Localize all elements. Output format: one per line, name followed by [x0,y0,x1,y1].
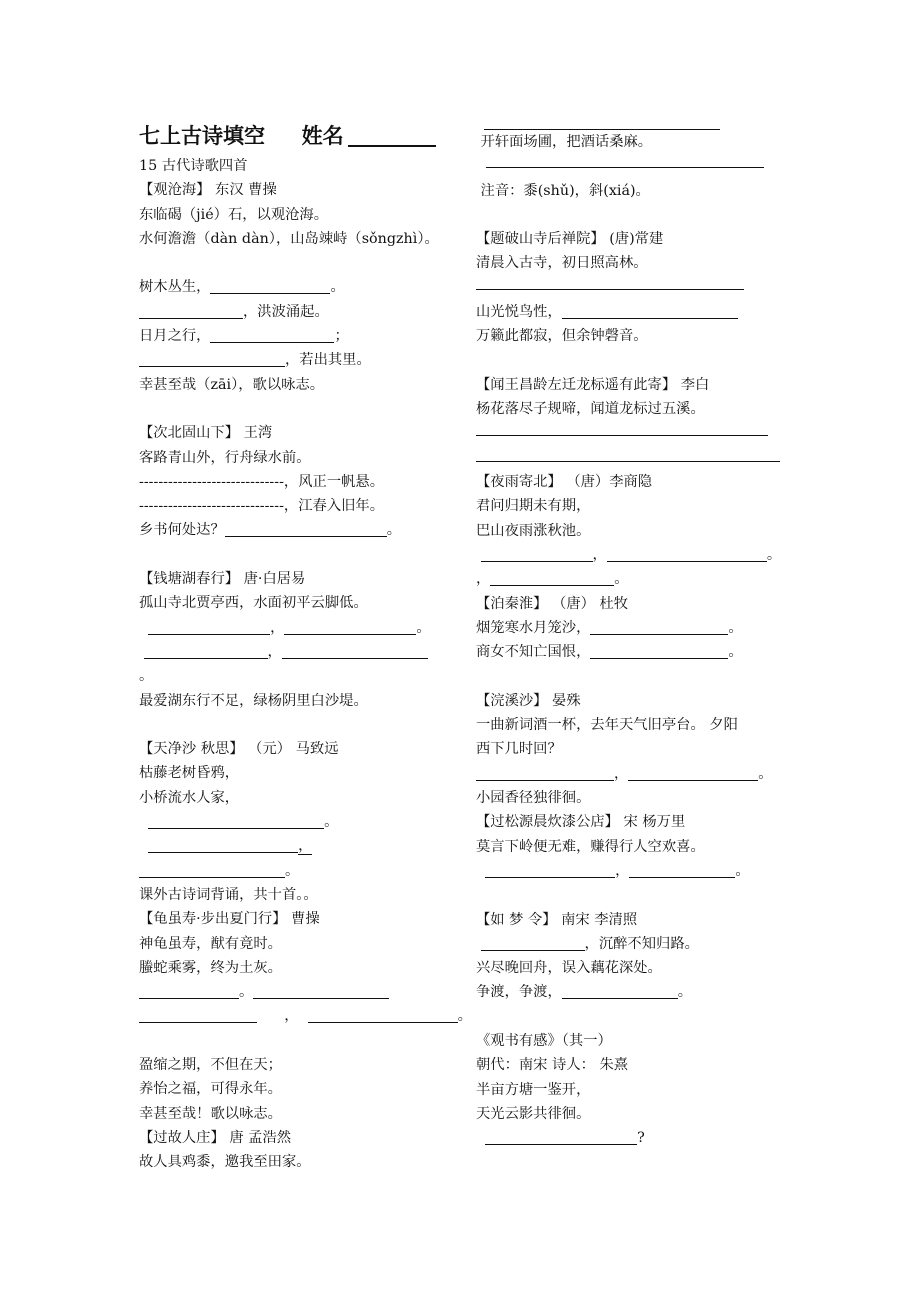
answer-blank[interactable] [628,764,758,781]
poem-line: 枯藤老树昏鸦， [139,765,240,782]
poem-title: 【如 梦 令】 南宋 李清照 [476,911,638,928]
fill-line [476,118,786,130]
poem-line: 一曲新词酒一杯，去年天气旧亭台。 夕阳 [476,717,738,734]
poem-line: 盈缩之期，不但在天； [139,1056,282,1073]
poem-line: 西下几时回？ [476,741,562,758]
fill-line: ， 。 [139,616,469,640]
fill-line: ， 。 [476,543,786,567]
poem-line: 最爱湖东行不足，绿杨阴里白沙堤。 [139,692,368,709]
answer-blank[interactable] [476,434,768,436]
fill-line: 烟笼寒水月笼沙， 。 [476,619,743,636]
fill-line: ------------------------------，江春入旧年。 [139,498,385,515]
answer-blank[interactable] [629,861,735,878]
answer-blank[interactable] [485,861,615,878]
fill-line [476,422,786,446]
fill-line: 。 [139,980,469,1004]
answer-blank[interactable] [590,642,728,659]
poem-line: 巴山夜雨涨秋池。 [476,522,591,539]
poem-title: 【观沧海】 东汉 曹操 [139,182,277,199]
title-text: 七上古诗填空 [139,124,265,148]
poem-title: 【泊秦淮】 （唐） 杜牧 [476,595,629,612]
poem-title: 【钱塘湖春行】 唐·白居易 [139,571,306,588]
answer-blank[interactable] [139,350,285,367]
fill-line: 树木丛生， 。 [139,279,345,296]
poem-line: 幸甚至哉（zāi），歌以咏志。 [139,376,325,393]
fill-line: 。 [139,668,154,685]
fill-line: ， [139,640,469,664]
fill-line: ------------------------------，风正一帆悬。 [139,473,385,490]
poem-line: 朝代：南宋 诗人： 朱熹 [476,1057,629,1074]
poem-line: 半亩方塘一鉴开， [476,1081,591,1098]
fill-line: 。 [139,810,469,834]
name-label: 姓名 [301,124,344,148]
answer-blank[interactable] [139,1006,257,1023]
poem-title: 【次北固山下】 王湾 [139,425,273,442]
fill-line: 日月之行， ； [139,328,349,345]
answer-blank[interactable] [139,302,243,319]
fill-line: ? [476,1126,786,1150]
poem-title: 《观书有感》（其一） [476,1032,612,1049]
answer-blank[interactable] [284,618,416,635]
answer-blank[interactable] [562,302,738,319]
fill-line: ， [139,834,469,858]
answer-blank[interactable] [481,934,585,951]
answer-blank[interactable] [139,982,239,999]
fill-line: ， 。 [476,762,786,786]
poem-title: 【过故人庄】 唐 孟浩然 [139,1129,292,1146]
fill-line [476,276,786,300]
fill-line: ， 。 [476,859,786,883]
answer-blank[interactable] [485,1128,637,1145]
answer-blank[interactable] [476,460,780,462]
left-column [139,118,472,1174]
fill-line: 商女不知亡国恨， 。 [476,644,743,661]
poem-line: 清晨入古寺，初日照高林。 [476,255,648,272]
fill-line: ，若出其里。 [139,348,469,372]
poem-line: 杨花落尽子规啼，闻道龙标过五溪。 [476,401,705,418]
answer-blank[interactable] [486,166,764,168]
answer-blank[interactable] [607,545,767,562]
answer-blank[interactable] [148,836,298,853]
section-heading: 15 古代诗歌四首 [139,158,248,174]
right-column [476,118,786,1150]
answer-blank[interactable] [590,618,728,635]
answer-blank[interactable] [139,861,285,878]
answer-blank[interactable] [148,618,270,635]
worksheet-title [139,118,469,154]
poem-title: 【过松源晨炊漆公店】 宋 杨万里 [476,814,686,831]
answer-blank[interactable] [210,326,334,343]
poem-line: 螣蛇乘雾，终为土灰。 [139,959,282,976]
answer-blank[interactable] [282,642,428,659]
poem-line: 莫言下岭便无难，赚得行人空欢喜。 [476,838,705,855]
poem-line: 小桥流水人家， [139,789,240,806]
poem-title: 【夜雨寄北】 （唐）李商隐 [476,474,653,491]
poem-line: 孤山寺北贾亭西，水面初平云脚低。 [139,595,368,612]
answer-blank[interactable] [490,569,614,586]
fill-line: ，洪波涌起。 [139,300,469,324]
poem-line: 客路青山外，行舟绿水前。 [139,449,311,466]
answer-blank[interactable] [148,812,324,829]
fill-line: ，沉醉不知归路。 [476,932,786,956]
fill-line: ， 。 [139,1004,469,1028]
answer-blank[interactable] [481,545,593,562]
note-line: 课外古诗词背诵，共十首。。 [139,886,318,903]
answer-blank[interactable] [210,277,330,294]
poem-title: 【题破山寺后禅院】 (唐)常建 [476,231,664,248]
fill-line: 。 [139,859,469,883]
poem-line: 故人具鸡黍，邀我至田家。 [139,1154,311,1171]
poem-title: 【浣溪沙】 晏殊 [476,692,581,709]
answer-blank[interactable] [476,764,614,781]
poem-line: 天光云影共徘徊。 [476,1105,591,1122]
note-line: 注音：黍(shǔ)，斜(xiá)。 [480,182,650,199]
answer-blank[interactable] [562,982,678,999]
fill-line: 山光悦鸟性， [476,300,786,324]
answer-blank[interactable] [308,1006,458,1023]
poem-line: 兴尽晚回舟，误入藕花深处。 [476,960,662,977]
fill-line: ， 。 [476,571,629,588]
fill-line [476,446,786,470]
poem-title: 【天净沙 秋思】 （元） 马致远 [139,741,339,758]
fill-line: 争渡，争渡， 。 [476,984,693,1001]
poem-line: 小园香径独徘徊。 [476,790,591,807]
answer-blank[interactable] [253,982,389,999]
answer-blank[interactable] [476,288,744,290]
answer-blank[interactable] [225,520,387,537]
poem-line: 君问归期未有期， [476,498,591,515]
poem-line: 水何澹澹（dàn dàn），山岛竦峙（sǒngzhì）。 [139,230,439,247]
poem-title: 【龟虽寿·步出夏门行】 曹操 [139,911,320,928]
poem-line: 开轩面场圃，把酒话桑麻。 [480,134,653,150]
poem-line: 东临碣（jié）石，以观沧海。 [139,206,329,223]
poem-line: 幸甚至哉！歌以咏志。 [139,1105,282,1122]
poem-title: 【闻王昌龄左迁龙标遥有此寄】 李白 [476,376,710,393]
fill-line [476,154,786,178]
poem-line: 养怡之福，可得永年。 [139,1081,282,1098]
fill-line: 乡书何处达？ 。 [139,522,402,539]
poem-line: 神龟虽寿，猷有竟时。 [139,935,282,952]
poem-line: 万籁此都寂，但余钟磬音。 [476,328,648,345]
answer-blank[interactable] [144,642,268,659]
name-field[interactable] [348,119,436,147]
